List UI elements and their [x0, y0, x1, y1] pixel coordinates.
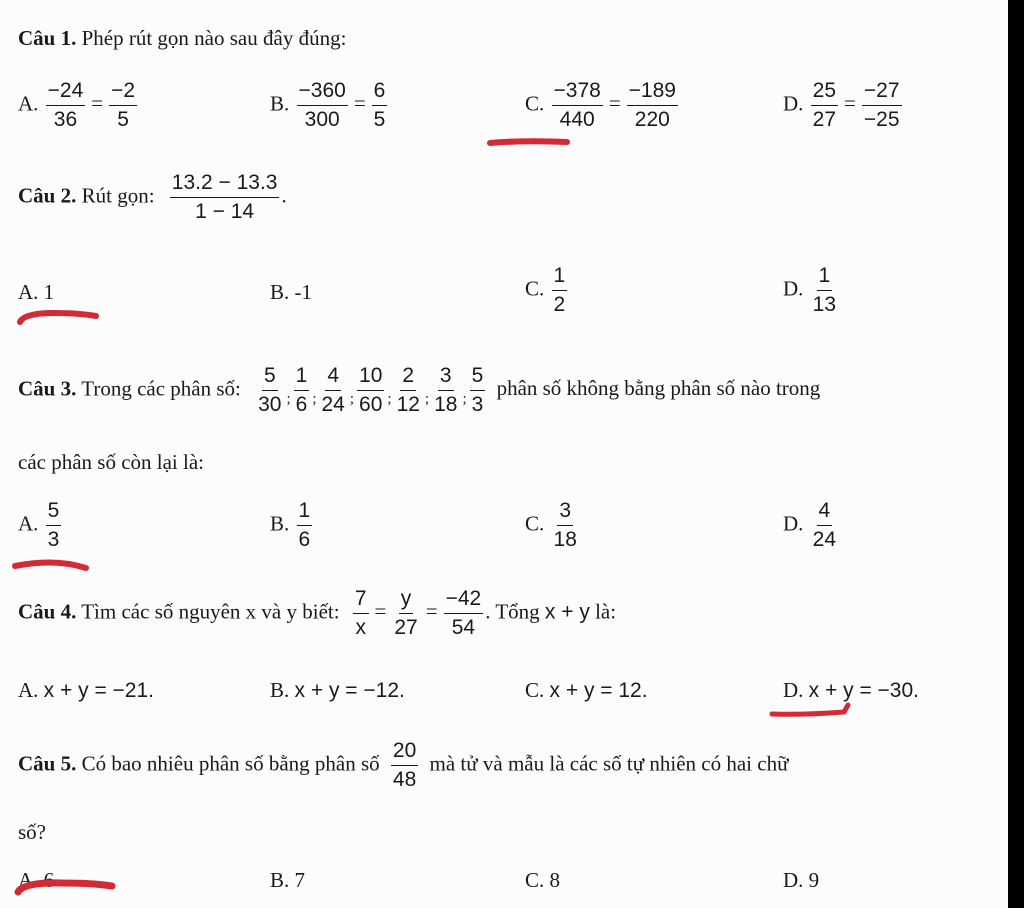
- option-letter: D.: [783, 276, 804, 301]
- question-2-text: Rút gọn:: [81, 183, 155, 208]
- separator: ;: [312, 391, 317, 408]
- question-3-text: Trong các phân số:: [81, 376, 241, 401]
- fraction: $\frac{5}{3}$: [47, 499, 60, 552]
- option-letter: A.: [18, 91, 39, 116]
- option-letter: B.: [270, 280, 290, 304]
- q1-option-c[interactable]: C. $\frac{-378}{440}$ = $\frac{-189}{220}$: [525, 79, 676, 132]
- question-4-label: Câu 4.: [18, 599, 77, 624]
- question-1: [18, 28, 346, 49]
- question-5: [18, 740, 788, 791]
- fraction: $\frac{4}{24}$: [812, 499, 837, 552]
- answer-underline-q4: [766, 700, 856, 722]
- fraction: $\frac{-42}{54}$: [445, 587, 482, 640]
- question-5-line2: số?: [18, 820, 46, 844]
- q2-option-b[interactable]: [270, 282, 312, 303]
- answer-underline-q5: [12, 872, 116, 898]
- q3-option-b[interactable]: [270, 500, 314, 551]
- question-4-text-after: . Tổng: [485, 599, 540, 624]
- fraction: $\frac{6}{5}$: [373, 79, 386, 132]
- option-letter: D.: [783, 91, 804, 116]
- fraction: $\frac{-189}{220}$: [628, 79, 676, 132]
- fraction: $\frac{4}{24}$: [321, 364, 345, 417]
- fraction: $\frac{2}{12}$: [396, 364, 420, 417]
- fraction: $\frac{1}{2}$: [553, 264, 566, 317]
- option-letter: D.: [783, 511, 804, 536]
- q4-option-b[interactable]: [270, 680, 405, 701]
- fraction: $\frac{1}{13}$: [812, 264, 837, 317]
- answer-underline-q2: [14, 304, 104, 330]
- question-3-line2: các phân số còn lại là:: [18, 450, 205, 474]
- fraction: $\frac{-360}{300}$: [298, 79, 346, 132]
- q5-option-b[interactable]: [270, 870, 305, 891]
- option-value: x + y = 12.: [549, 679, 648, 702]
- option-letter: C.: [525, 868, 545, 892]
- option-value: x + y = −12.: [294, 679, 405, 702]
- option-letter: B.: [270, 511, 290, 536]
- answer-underline-q3: [10, 556, 100, 576]
- question-4: Câu 4. Tìm các số nguyên x và y biết: $\frac{7}{x}$ = $\frac{y}{27}$ = $\frac{-42}{54}$ . Tổng x + y là:: [18, 587, 617, 640]
- option-value: x + y = −21.: [43, 679, 154, 702]
- question-1-label: Câu 1.: [18, 26, 77, 50]
- option-letter: D.: [783, 678, 804, 702]
- fraction: $\frac{-27}{-25}$: [863, 79, 900, 132]
- separator: ;: [387, 391, 392, 408]
- option-value: 7: [294, 868, 306, 892]
- q2-option-c[interactable]: [525, 265, 569, 316]
- option-letter: B.: [270, 91, 290, 116]
- fraction: $\frac{-2}{5}$: [111, 79, 136, 132]
- question-5-text: Có bao nhiêu phân số bằng phân số: [81, 751, 380, 776]
- option-letter: B.: [270, 868, 290, 892]
- question-3-text-after: phân số không bằng phân số nào trong: [496, 376, 821, 401]
- question-3-fraction-list: [254, 364, 487, 417]
- fraction: $\frac{3}{18}$: [553, 499, 577, 552]
- fraction: $\frac{7}{x}$: [354, 587, 367, 640]
- q1-option-d[interactable]: D. $\frac{25}{27}$ = $\frac{-27}{-25}$: [783, 79, 900, 132]
- option-letter: C.: [525, 511, 545, 536]
- q5-option-d[interactable]: [783, 870, 819, 891]
- option-letter: A.: [18, 678, 39, 702]
- fraction: $\frac{5}{3}$: [471, 364, 484, 417]
- q1-option-b[interactable]: B. $\frac{-360}{300}$ = $\frac{6}{5}$: [270, 79, 386, 132]
- sum-expression: x + y: [544, 600, 590, 624]
- question-3-label: Câu 3.: [18, 376, 77, 401]
- q3-option-a[interactable]: [18, 500, 63, 551]
- option-letter: B.: [270, 678, 290, 702]
- separator: ;: [462, 391, 467, 408]
- separator: ;: [349, 391, 355, 408]
- option-value: 1: [43, 280, 55, 304]
- q4-option-d[interactable]: [783, 680, 919, 701]
- option-letter: C.: [525, 276, 545, 301]
- fraction: $\frac{y}{27}$: [394, 587, 418, 640]
- separator: ;: [286, 391, 291, 408]
- question-5-label: Câu 5.: [18, 751, 77, 776]
- q3-option-c[interactable]: [525, 500, 581, 551]
- q2-option-a[interactable]: [18, 282, 54, 303]
- question-1-text: Phép rút gọn nào sau đây đúng:: [81, 26, 347, 50]
- q4-option-c[interactable]: [525, 680, 648, 701]
- option-value: 8: [549, 868, 561, 892]
- option-value: 9: [808, 868, 820, 892]
- q5-option-c[interactable]: [525, 870, 560, 891]
- fraction: $\frac{25}{27}$: [812, 79, 837, 132]
- q2-option-d[interactable]: [783, 265, 840, 316]
- option-value: x + y = −30.: [808, 679, 919, 702]
- question-2: Câu 2. Rút gọn: $\frac{13.2 - 13.3}{1 - 14}$ .: [18, 171, 287, 224]
- fraction: $\frac{1}{6}$: [298, 499, 311, 552]
- fraction: $\frac{-24}{36}$: [47, 79, 84, 132]
- option-letter: C.: [525, 678, 545, 702]
- option-letter: D.: [783, 868, 804, 892]
- option-letter: A.: [18, 868, 39, 892]
- answer-underline-q1: [485, 134, 575, 150]
- fraction: $\frac{-378}{440}$: [553, 79, 601, 132]
- option-value: 6: [43, 868, 55, 892]
- question-4-text: Tìm các số nguyên x và y biết:: [81, 599, 340, 624]
- question-3: [18, 365, 820, 416]
- fraction: $\frac{5}{30}$: [258, 364, 282, 417]
- q3-option-d[interactable]: [783, 500, 840, 551]
- q4-option-a[interactable]: [18, 680, 154, 701]
- question-5-text-after: mà tử và mẫu là các số tự nhiên có hai chữ: [429, 751, 789, 776]
- question-2-expression: $\frac{13.2 - 13.3}{1 - 14}$: [171, 171, 278, 224]
- option-letter: C.: [525, 91, 545, 116]
- fraction: $\frac{20}{48}$: [392, 739, 417, 792]
- fraction: $\frac{10}{60}$: [359, 364, 383, 417]
- q1-option-a[interactable]: A. $\frac{-24}{36}$ = $\frac{-2}{5}$: [18, 79, 136, 132]
- fraction: $\frac{3}{18}$: [434, 364, 458, 417]
- separator: ;: [424, 391, 430, 408]
- question-2-label: Câu 2.: [18, 183, 77, 208]
- fraction: $\frac{1}{6}$: [295, 364, 308, 417]
- option-value: -1: [294, 280, 313, 304]
- option-letter: A.: [18, 280, 39, 304]
- option-letter: A.: [18, 511, 39, 536]
